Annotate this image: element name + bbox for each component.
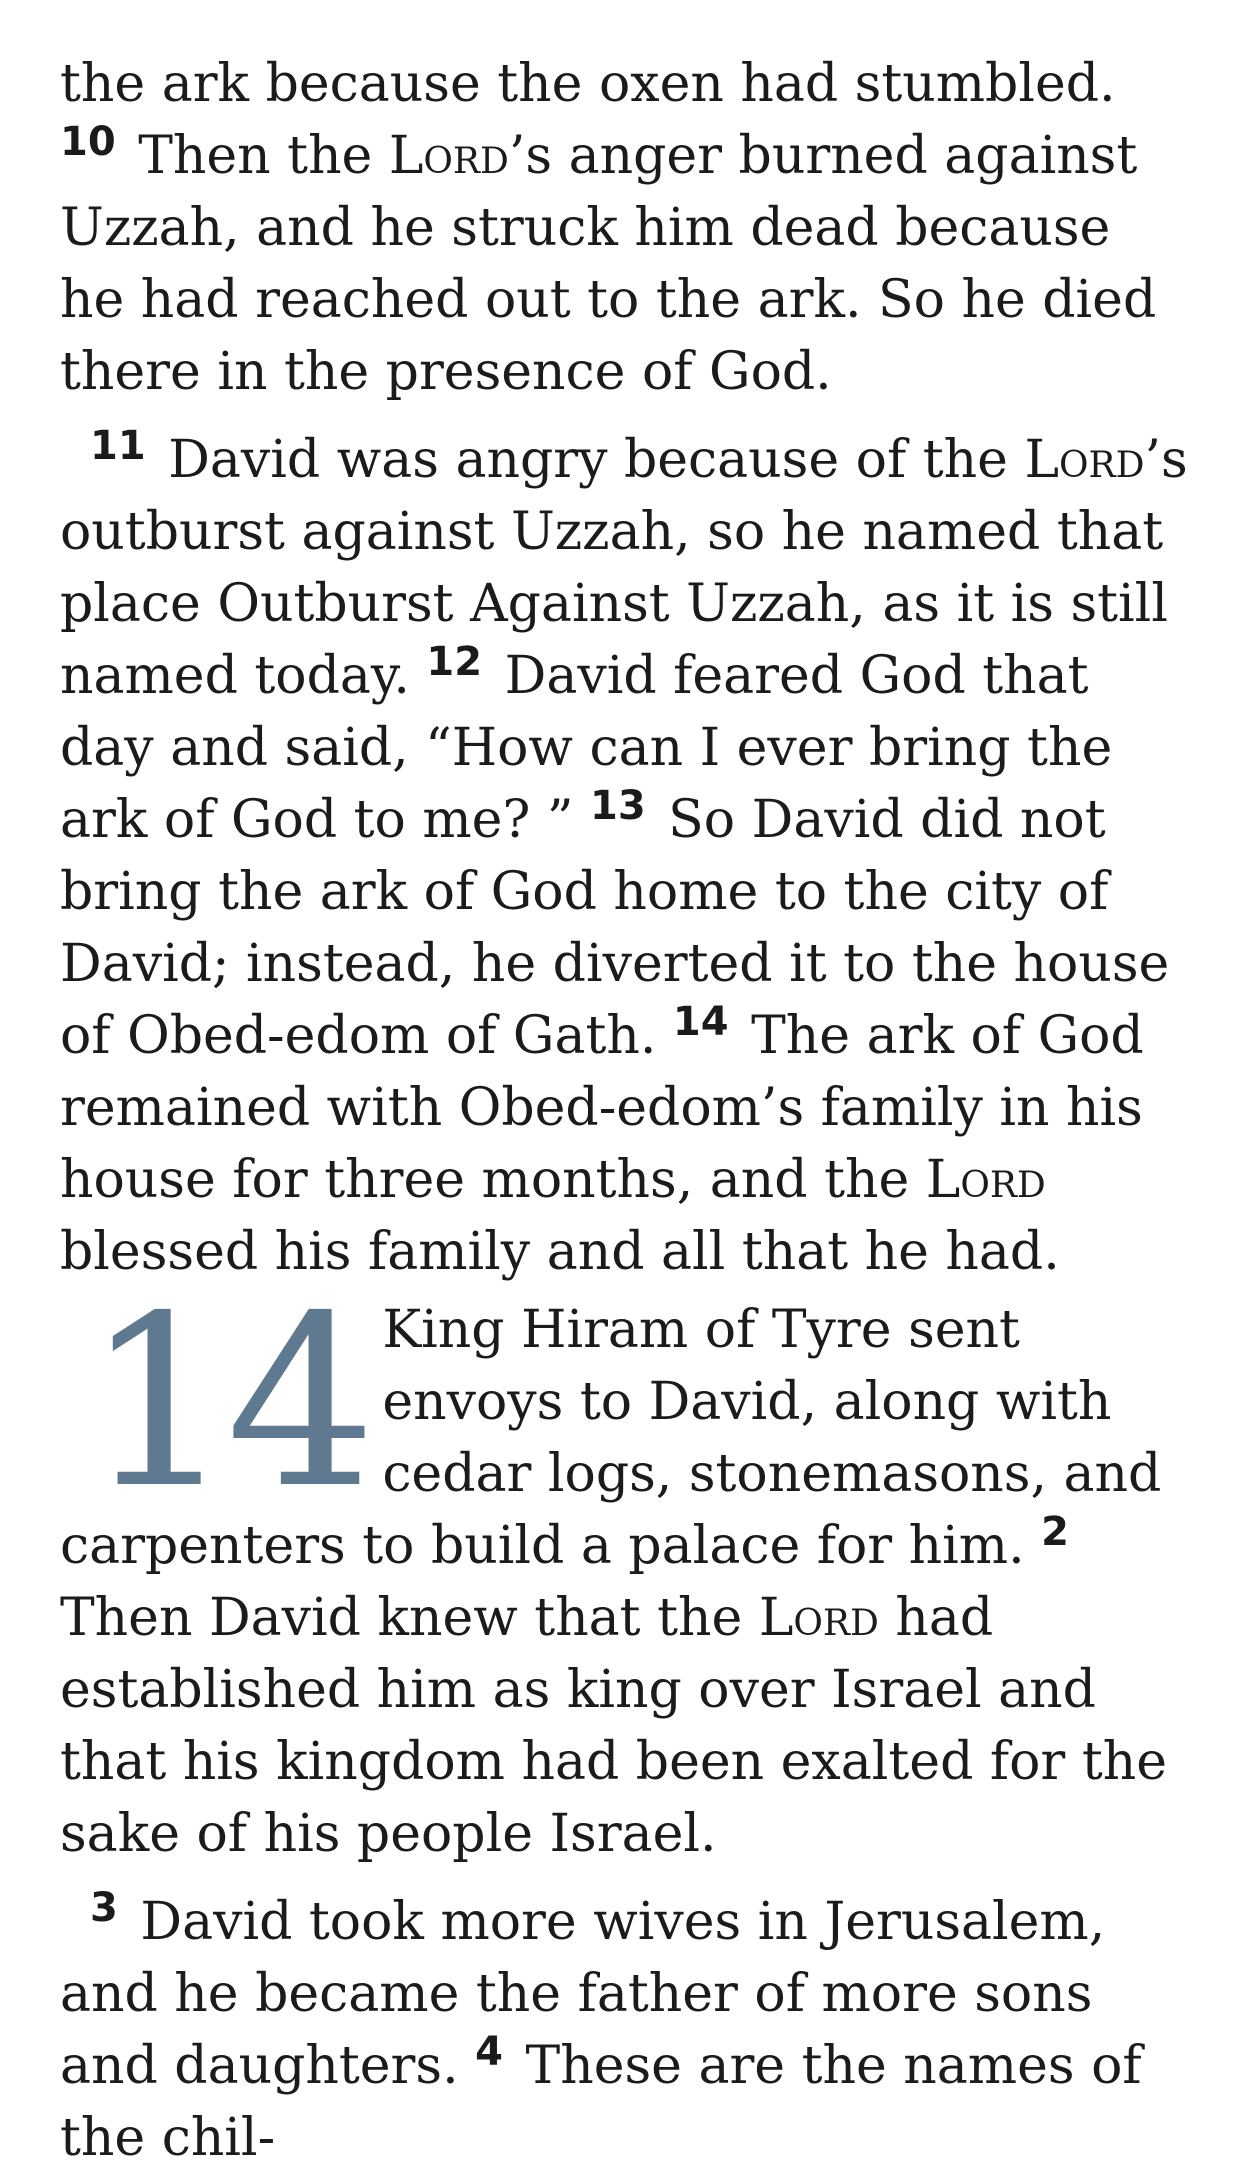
verse-number-14: 14	[672, 999, 729, 1045]
verse-text: ’s outburst against Uzzah, so he named that place Outburst Against Uzzah, as it is still named today.	[60, 430, 1188, 706]
verse-text: had established him as king over Israel and that his kingdom had been exalted for the sake of his people Israel.	[60, 1588, 1167, 1864]
verse-number-4: 4	[475, 2029, 503, 2075]
paragraph-verse-9-10	[60, 48, 1190, 408]
verse-text: King Hiram of Tyre sent envoys to David, along with cedar logs, stonemasons, and carpenters to build a palace for him.	[60, 1300, 1162, 1576]
chapter-number-dropcap: 14	[84, 1265, 369, 1540]
divine-name: Lord	[925, 1150, 1046, 1210]
verse-text: So David did not bring the ark of God home to the city of David; instead, he diverted it to the house of Obed-edom of Gath.	[60, 790, 1170, 1066]
divine-name: Lord	[758, 1588, 879, 1648]
verse-text: Then David knew that the	[60, 1588, 759, 1648]
verse-text: the ark because the oxen had stumbled.	[60, 54, 1116, 114]
verse-number-12: 12	[426, 639, 483, 685]
paragraph-verse-3-4	[60, 1886, 1190, 2174]
verse-text: David feared God that day and said, “How can I ever bring the ark of God to me? ”	[60, 646, 1113, 850]
verse-text: Then the	[121, 126, 389, 186]
divine-name: Lord	[388, 126, 509, 186]
divine-name: Lord	[1024, 430, 1145, 490]
paragraph-verse-11-14	[60, 424, 1190, 1288]
chapter-14-opening	[60, 1265, 1190, 1870]
verse-number-3: 3	[90, 1885, 118, 1931]
reading-page	[60, 48, 1190, 2174]
verse-text: David took more wives in Jerusalem, and he became the father of more sons and daughters.	[60, 1892, 1106, 2096]
verse-text: These are the names of the chil-	[60, 2036, 1142, 2168]
verse-number-13: 13	[589, 783, 646, 829]
verse-number-10: 10	[60, 119, 116, 165]
verse-number-2: 2	[1041, 1509, 1070, 1555]
verse-text: blessed his family and all that he had.	[60, 1222, 1060, 1282]
verse-text: ’s anger burned against Uzzah, and he struck him dead because he had reached out to the ark. So he died there in the presence of God.	[60, 126, 1157, 402]
verse-text: The ark of God remained with Obed-edom’s family in his house for three months, and the	[60, 1006, 1144, 1210]
verse-number-11: 11	[90, 423, 146, 469]
verse-text: David was angry because of the	[151, 430, 1025, 490]
